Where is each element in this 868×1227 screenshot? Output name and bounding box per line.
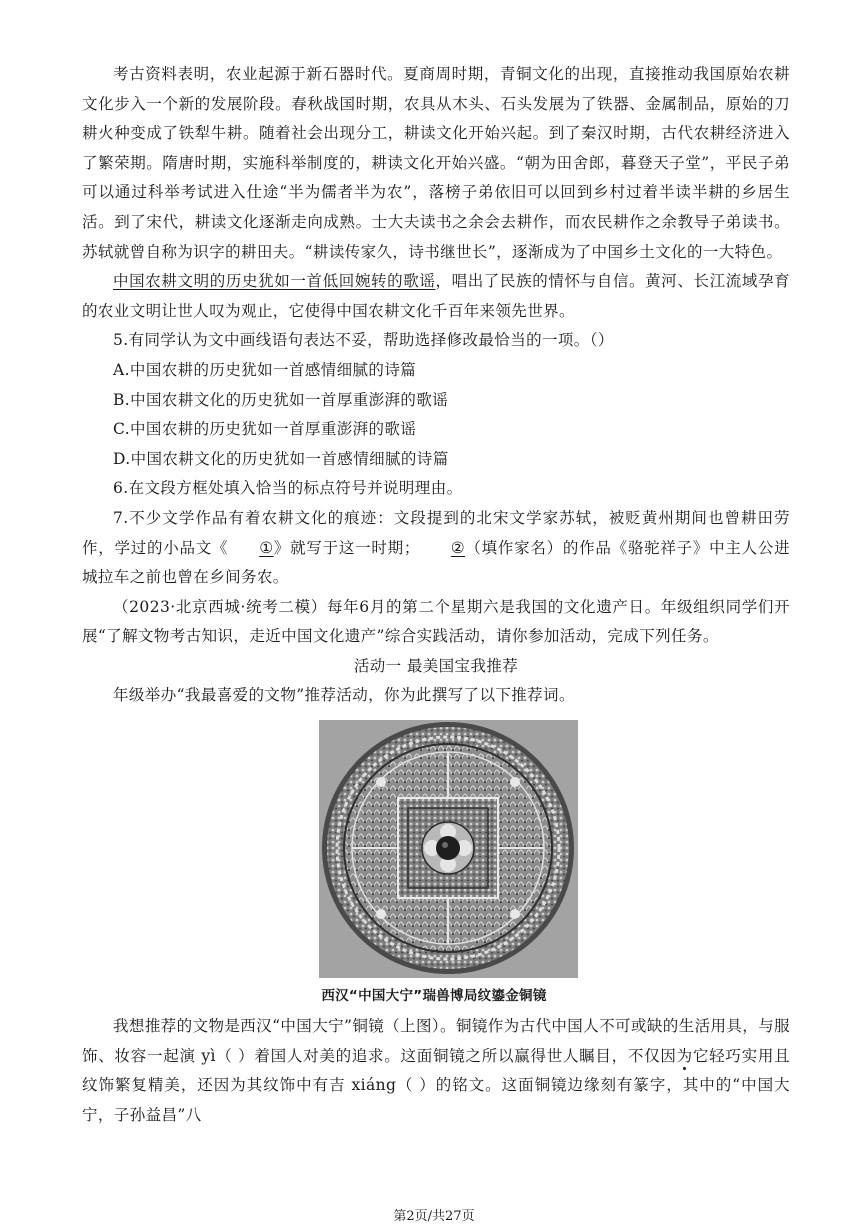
question-7-text-c: （填作家名）的作品《骆驼祥子》中主人公进城拉车之前也曾在乡间务农。 [82,538,790,587]
option-c: C.中国农耕的历史犹如一首厚重澎湃的歌谣 [113,420,417,439]
underlined-sentence: 中国农耕文明的历史犹如一首低回婉转的歌谣 [113,272,436,291]
image-caption: 西汉“中国大宁”瑞兽博局纹鎏金铜镜 [321,988,547,1004]
question-7-text-a: 7.不少文学作品有着农耕文化的痕迹：文段提到的北宋文学家苏轼，被贬黄州期间也曾耕田劳作，学过的小品文《 [82,508,790,557]
bronze-mirror-drawing [319,720,578,978]
recommendation-text-a: 我想推荐的文物是西汉“中国大宁”铜镜（上图）。铜镜作为古代中国人不可或缺的生活用具，与服饰、妆容一起演 yì（ ）着国人对美的追求。这面铜镜之所以赢得世人瞩目，不仅因 [82,1017,790,1065]
paragraph-farming-civilization [82,267,790,326]
option-b: B.中国农耕文化的历史犹如一首厚重澎湃的歌谣 [113,390,449,409]
activity-title: 活动一 最美国宝我推荐 [353,656,519,675]
question-5: 5.有同学认为文中画线语句表达不妥，帮助选择修改最恰当的一项。（） [113,331,614,350]
paragraph-rest: ，唱出了民族的情怀与自信。黄河、长江流域孕育的农业文明让世人叹为观止，它使得中国农耕文化千百年来领先世界。 [82,272,790,320]
activity-intro: 年级举办“我最喜爱的文物”推荐活动，你为此撰写了以下推荐词。 [113,686,575,705]
option-a: A.中国农耕的历史犹如一首感情细腻的诗篇 [113,360,417,379]
section-intro: （2023·北京西城·统考二模）每年6月的第二个星期六是我国的文化遗产日。年级组织同学们开展“了解文物考古知识，走近中国文化遗产”综合实践活动，请你参加活动，完成下列任务。 [82,597,790,646]
question-6: 6.在文段方框处填入恰当的标点符号并说明理由。 [113,479,463,498]
question-7-text-b: 》就写于这一时期； [273,538,420,557]
paragraph-farming-history: 考古资料表明，农业起源于新石器时代。夏商周时期，青铜文化的出现，直接推动我国原始农耕文化步入一个新的发展阶段。春秋战国时期，农具从木头、石头发展为了铁器、金属制品，原始的刀耕火种变成了铁犁牛耕。随着社会出现分工，耕读文化开始兴起。到了秦汉时期，古代农耕经济进入了繁荣期。隋唐时期，实施科举制度的，耕读文化开始兴盛。“朝为田舍郎，暮登天子堂”，平民子弟可以通过科举考试进入仕途“半为儒者半为农”，落榜子弟依旧可以回到乡村过着半读半耕的乡居生活。到了宋代，耕读文化逐渐走向成熟。士大夫读书之余会去耕作，而农民耕作之余教导子弟读书。苏轼就曾自称为识字的耕田夫。“耕读传家久，诗书继世长”，逐渐成为了中国乡土文化的一大特色。 [82,65,790,261]
option-d: D.中国农耕文化的历史犹如一首感情细腻的诗篇 [113,449,449,468]
dotted-character: 为 [676,1046,693,1065]
recommendation-block [82,1012,790,1130]
recommendation-text-b: 它轻巧实用且纹饰繁复精美，还因为其纹饰中有吉 xiáng（ ）的铭文。这面铜镜边缘刻有篆字，其中的“中国大宁，子孙益昌”八 [82,1046,790,1124]
passage-block [82,60,790,711]
question-7 [82,504,790,593]
page-number: 第2页/共27页 [393,1209,475,1224]
recommendation-paragraph [82,1012,790,1130]
blank-1: ① [259,538,274,557]
blank-2: ② [450,538,466,557]
bronze-mirror-image [319,720,578,978]
